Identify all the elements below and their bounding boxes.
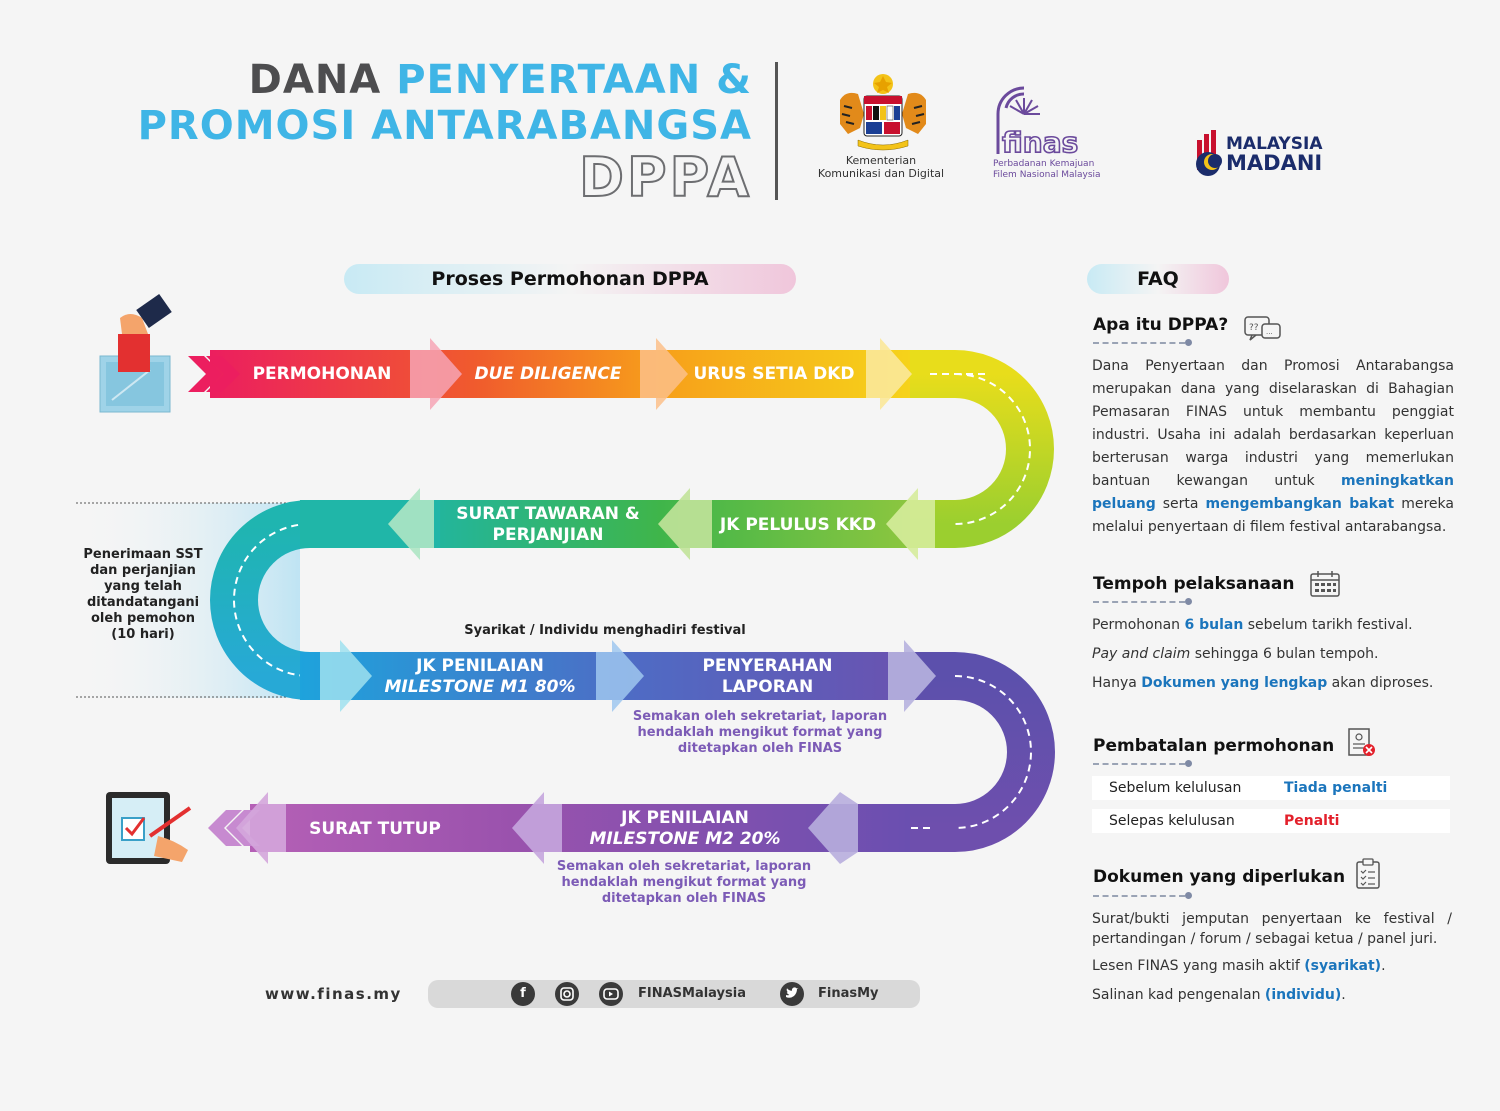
finas-wordmark: finas xyxy=(1002,126,1079,158)
note-semakan-2 xyxy=(534,859,834,907)
faq-apa-text-part: serta xyxy=(1155,496,1206,512)
faq-highlight: Dokumen yang lengkap xyxy=(1141,675,1328,691)
note-sst-line: dan perjanjian xyxy=(90,563,196,578)
finas-line-1: Perbadanan Kemajuan xyxy=(993,159,1095,169)
step-penyerahan-line-1: PENYERAHAN xyxy=(702,656,833,676)
faq-apa-title: Apa itu DPPA? xyxy=(1093,315,1229,335)
faq-tempoh-underline xyxy=(1093,601,1185,603)
faq-highlight: 6 bulan xyxy=(1184,617,1244,633)
faq-highlight: (syarikat) xyxy=(1304,958,1382,974)
document-cancel-icon xyxy=(1346,727,1378,759)
faq-batal-title: Pembatalan permohonan xyxy=(1093,736,1335,756)
faq-tempoh-line-1 xyxy=(1092,617,1413,633)
note-sst-line: oleh pemohon xyxy=(90,611,196,626)
step-surat-tawaran-line-2: PERJANJIAN xyxy=(492,525,604,545)
step-jk-m2 xyxy=(575,808,795,850)
note-festival: Syarikat / Individu menghadiri festival xyxy=(464,623,746,638)
title-dppa: DPPA xyxy=(579,146,752,209)
note-sst-line: (10 hari) xyxy=(111,627,175,642)
process-title: Proses Permohonan DPPA xyxy=(344,264,796,294)
note-semakan-line: hendaklah mengikut format yang xyxy=(637,725,883,740)
twitter-icon[interactable] xyxy=(780,982,804,1006)
social-bar xyxy=(428,980,920,1008)
youtube-icon[interactable] xyxy=(599,982,623,1006)
faq-apa-text-part: mereka melalui penyertaan di filem festival antarabangsa. xyxy=(1092,496,1454,535)
note-semakan-line: Semakan oleh sekretariat, laporan xyxy=(556,859,812,874)
step-jk-m1 xyxy=(375,656,585,698)
faq-dokumen-line-3 xyxy=(1092,987,1346,1003)
cancel-row-label: Sebelum kelulusan xyxy=(1109,780,1242,796)
faq-highlight: (individu) xyxy=(1264,987,1342,1003)
chat-bubble-glyph: ?? xyxy=(1249,323,1259,333)
note-semakan-1 xyxy=(610,709,910,757)
step-surat-tawaran xyxy=(438,504,658,546)
title-promosi: PROMOSI ANTARABANGSA xyxy=(137,103,752,149)
website-link[interactable]: www.finas.my xyxy=(265,985,402,1003)
faq-text-italic: Pay and claim xyxy=(1092,646,1191,662)
faq-tempoh-line-2 xyxy=(1092,646,1378,662)
step-jk-m1-line-1: JK PENILAIAN xyxy=(416,656,544,676)
social-handle-finasmy[interactable]: FinasMy xyxy=(818,986,879,1001)
ministry-line-2: Komunikasi dan Digital xyxy=(817,167,945,180)
facebook-icon[interactable]: f xyxy=(511,982,535,1006)
title-dana: DANA xyxy=(248,57,397,103)
step-surat-tawaran-line-1: SURAT TAWARAN & xyxy=(456,504,640,524)
faq-tempoh-line-3 xyxy=(1092,675,1433,691)
note-semakan-line: ditetapkan oleh FINAS xyxy=(601,891,767,906)
note-sst xyxy=(78,547,208,643)
finas-line-2: Filem Nasional Malaysia xyxy=(993,170,1101,180)
madani-line-2: MADANI xyxy=(1226,151,1323,175)
faq-text: sebelum tarikh festival. xyxy=(1243,617,1413,633)
step-penyerahan xyxy=(650,656,885,698)
note-semakan-line: hendaklah mengikut format yang xyxy=(561,875,807,890)
faq-apa-text-part: Dana Penyertaan dan Promosi Antarabangsa merupakan dana yang diselaraskan di Bahagian Pemasaran FINAS untuk membantu penggiat industri. Usaha ini adalah berdasarkan keperluan berterusan warga industri yang memerlukan bantuan kewangan untuk xyxy=(1092,358,1454,489)
title-penyertaan: PENYERTAAN & xyxy=(396,57,752,103)
step-jk-m2-line-2: MILESTONE M2 20% xyxy=(589,829,781,849)
faq-batal-underline xyxy=(1093,763,1185,765)
faq-apa-dot xyxy=(1185,339,1192,346)
step-due-diligence: DUE DILIGENCE xyxy=(474,364,622,384)
step-jk-m2-line-1: JK PENILAIAN xyxy=(621,808,749,828)
faq-batal-dot xyxy=(1185,760,1192,767)
faq-apa-highlight: mengembangkan bakat xyxy=(1205,496,1395,512)
tablet-check-icon xyxy=(106,792,190,864)
faq-dokumen-underline xyxy=(1093,895,1185,897)
social-handle-finasmalaysia[interactable]: FINASMalaysia xyxy=(638,986,746,1001)
faq-dokumen-title: Dokumen yang diperlukan xyxy=(1093,867,1346,887)
madani-line-1: MALAYSIA xyxy=(1226,134,1323,154)
madani-logo-mark xyxy=(1193,128,1229,180)
faq-tempoh-dot xyxy=(1185,598,1192,605)
faq-apa-highlight: meningkatkan peluang xyxy=(1092,473,1454,512)
note-sst-line: Penerimaan SST xyxy=(83,547,203,562)
faq-text: Salinan kad pengenalan xyxy=(1092,987,1265,1003)
step-surat-tutup: SURAT TUTUP xyxy=(309,819,441,839)
faq-text: . xyxy=(1381,958,1386,974)
chat-bubble-icon xyxy=(1244,316,1282,344)
svg-text:...: ... xyxy=(1266,328,1273,336)
note-semakan-line: ditetapkan oleh FINAS xyxy=(677,741,843,756)
faq-text: Hanya xyxy=(1092,675,1142,691)
clipboard-checklist-icon xyxy=(1354,858,1382,890)
note-semakan-line: Semakan oleh sekretariat, laporan xyxy=(632,709,888,724)
ministry-line-1: Kementerian xyxy=(845,154,917,167)
faq-tempoh-title: Tempoh pelaksanaan xyxy=(1093,574,1295,594)
cancel-row-label: Selepas kelulusan xyxy=(1109,813,1235,829)
faq-text: akan diproses. xyxy=(1327,675,1434,691)
cancel-row-value: Tiada penalti xyxy=(1284,780,1388,796)
step-urus-setia: URUS SETIA DKD xyxy=(693,364,855,384)
cancel-row-value: Penalti xyxy=(1284,813,1340,829)
note-sst-line: ditandatangani xyxy=(86,595,200,610)
faq-dokumen-line-2 xyxy=(1092,958,1386,974)
faq-apa-underline xyxy=(1093,342,1185,344)
faq-text: sehingga 6 bulan tempoh. xyxy=(1190,646,1379,662)
calendar-icon xyxy=(1309,570,1341,598)
note-sst-line: yang telah xyxy=(104,579,182,594)
ballot-box-icon xyxy=(100,294,172,412)
faq-text: Lesen FINAS yang masih aktif xyxy=(1092,958,1305,974)
faq-apa-text xyxy=(1092,355,1454,539)
faq-dokumen-line-1: Surat/bukti jemputan penyertaan ke festival / pertandingan / forum / sebagai ketua / panel juri. xyxy=(1092,911,1452,947)
step-jk-pelulus: JK PELULUS KKD xyxy=(719,515,877,535)
faq-title: FAQ xyxy=(1087,264,1229,294)
cancel-row-before xyxy=(1092,776,1450,800)
faq-text: Permohonan xyxy=(1092,617,1185,633)
step-permohonan: PERMOHONAN xyxy=(252,364,392,384)
instagram-icon[interactable] xyxy=(555,982,579,1006)
faq-text: . xyxy=(1341,987,1346,1003)
step-penyerahan-line-2: LAPORAN xyxy=(721,677,814,697)
faq-dokumen-dot xyxy=(1185,892,1192,899)
cancel-row-after xyxy=(1092,809,1450,833)
step-jk-m1-line-2: MILESTONE M1 80% xyxy=(384,677,576,697)
madani-wordmark xyxy=(1226,135,1322,173)
